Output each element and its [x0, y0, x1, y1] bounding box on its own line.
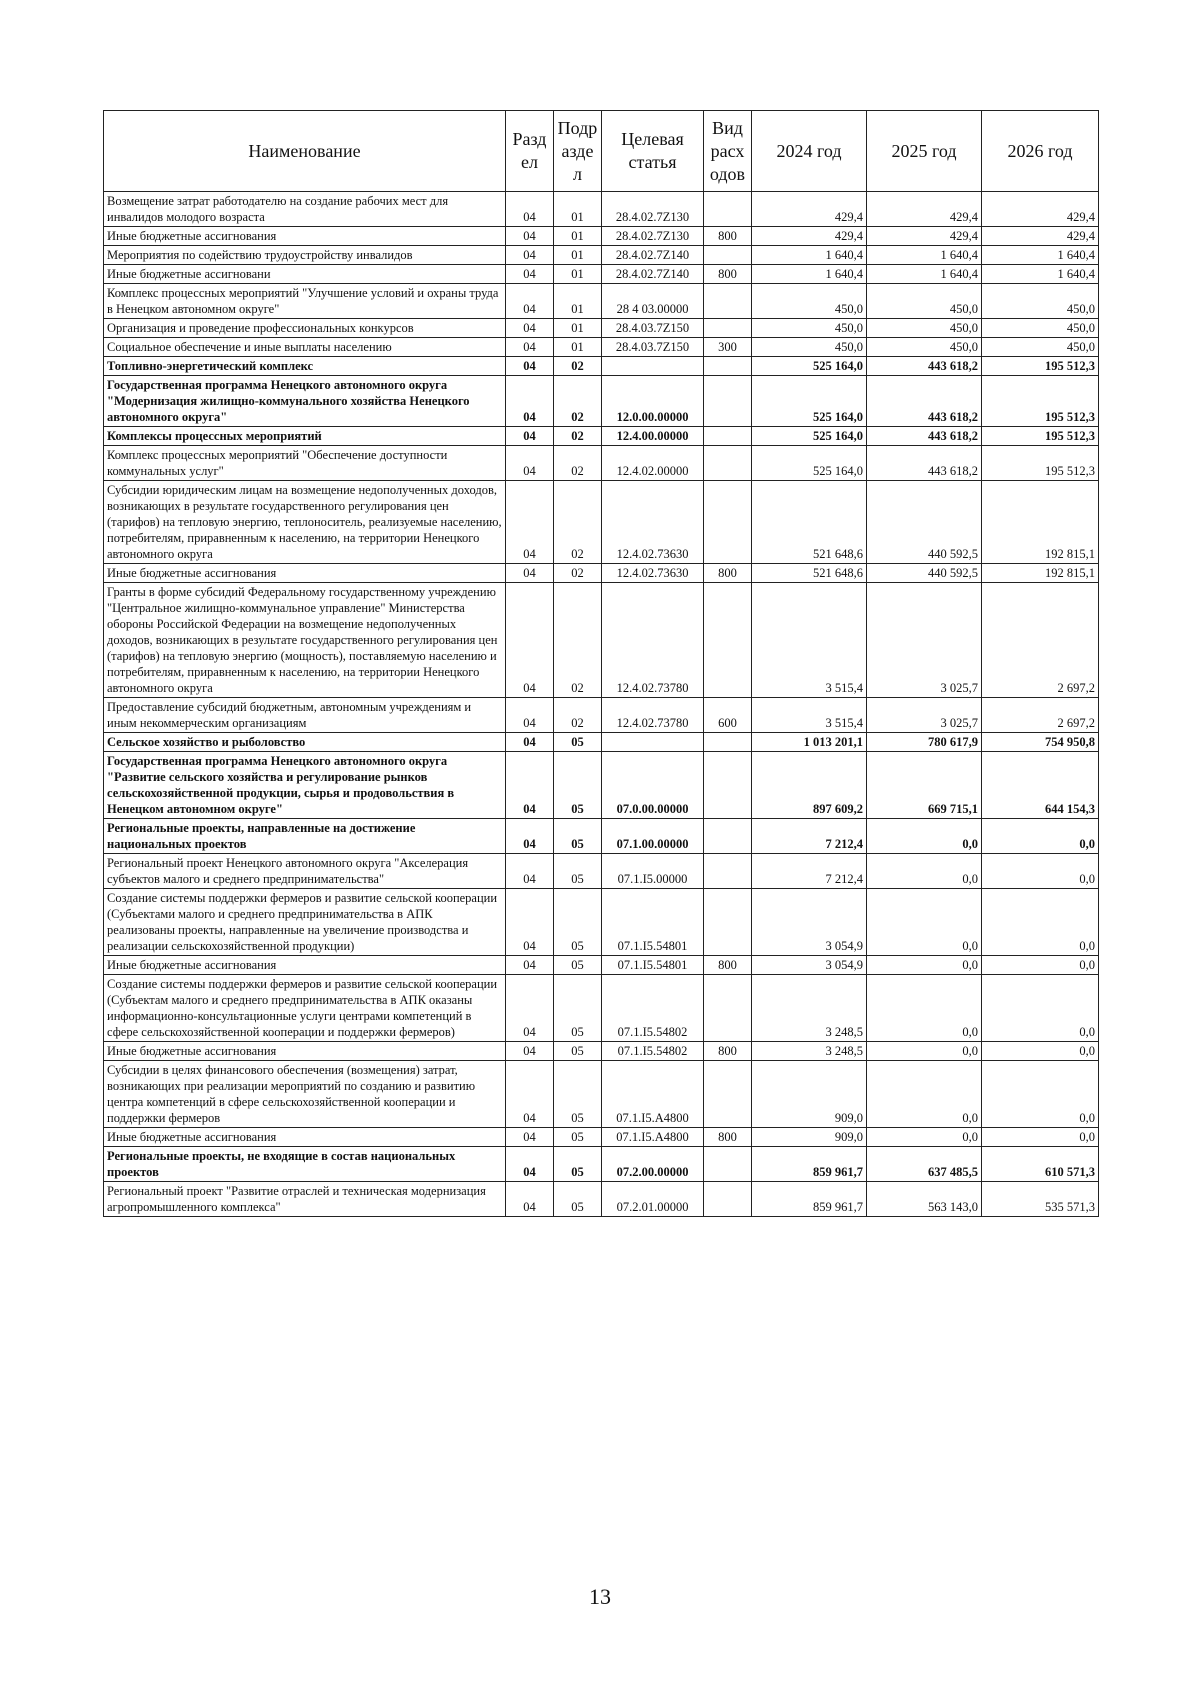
cell-expense-type [704, 975, 752, 1042]
cell-target-article: 07.1.I5.54801 [602, 956, 704, 975]
table-row [104, 246, 1099, 265]
cell-year-2024: 7 212,4 [752, 819, 867, 854]
cell-podrazdel: 02 [554, 376, 602, 427]
cell-year-2025: 440 592,5 [867, 564, 982, 583]
cell-expense-type [704, 192, 752, 227]
cell-year-2024: 450,0 [752, 338, 867, 357]
cell-year-2024: 429,4 [752, 192, 867, 227]
cell-target-article: 12.4.02.73780 [602, 698, 704, 733]
cell-razdel: 04 [506, 1061, 554, 1128]
cell-name: Предоставление субсидий бюджетным, автономным учреждениям и иным некоммерческим организациям [104, 698, 506, 733]
cell-razdel: 04 [506, 583, 554, 698]
cell-podrazdel: 05 [554, 733, 602, 752]
cell-year-2026: 0,0 [982, 1042, 1099, 1061]
cell-year-2026: 0,0 [982, 1128, 1099, 1147]
table-header [104, 111, 1099, 192]
cell-target-article: 07.1.I5.54802 [602, 975, 704, 1042]
cell-year-2024: 521 648,6 [752, 481, 867, 564]
cell-razdel: 04 [506, 733, 554, 752]
cell-year-2024: 3 515,4 [752, 583, 867, 698]
table-row [104, 192, 1099, 227]
cell-expense-type [704, 376, 752, 427]
cell-razdel: 04 [506, 376, 554, 427]
table-row [104, 956, 1099, 975]
cell-expense-type [704, 1182, 752, 1217]
cell-year-2025: 1 640,4 [867, 246, 982, 265]
cell-razdel: 04 [506, 446, 554, 481]
cell-year-2026: 195 512,3 [982, 357, 1099, 376]
cell-podrazdel: 05 [554, 1061, 602, 1128]
table-row [104, 1042, 1099, 1061]
budget-table [103, 110, 1099, 1217]
cell-year-2026: 450,0 [982, 338, 1099, 357]
cell-name: Региональный проект Ненецкого автономного округа "Акселерация субъектов малого и среднего предпринимательства" [104, 854, 506, 889]
cell-expense-type [704, 752, 752, 819]
cell-podrazdel: 01 [554, 319, 602, 338]
cell-year-2025: 443 618,2 [867, 376, 982, 427]
cell-year-2026: 429,4 [982, 192, 1099, 227]
cell-name: Гранты в форме субсидий Федеральному государственному учреждению "Центральное жилищно-коммунальное управление" Министерства обороны Российской Федерации на возмещение недополученных доходов, возникающих в результате государственного регулирования цен (тарифов) на тепловую энергию (мощность), поставляемую населению и потребителям, приравненным к населению, на территории Ненецкого автономного округа [104, 583, 506, 698]
cell-year-2024: 859 961,7 [752, 1182, 867, 1217]
cell-year-2026: 195 512,3 [982, 446, 1099, 481]
table-row [104, 376, 1099, 427]
cell-podrazdel: 05 [554, 956, 602, 975]
cell-razdel: 04 [506, 975, 554, 1042]
cell-podrazdel: 01 [554, 227, 602, 246]
cell-target-article: 28 4 03.00000 [602, 284, 704, 319]
cell-podrazdel: 01 [554, 284, 602, 319]
cell-podrazdel: 05 [554, 889, 602, 956]
page-number: 13 [589, 1584, 611, 1609]
cell-year-2026: 610 571,3 [982, 1147, 1099, 1182]
cell-expense-type: 800 [704, 227, 752, 246]
cell-year-2026: 429,4 [982, 227, 1099, 246]
header-name: Наименование [104, 111, 506, 192]
cell-razdel: 04 [506, 227, 554, 246]
cell-razdel: 04 [506, 1128, 554, 1147]
cell-podrazdel: 01 [554, 246, 602, 265]
cell-target-article: 12.4.02.73780 [602, 583, 704, 698]
cell-year-2024: 859 961,7 [752, 1147, 867, 1182]
table-row [104, 975, 1099, 1042]
cell-podrazdel: 05 [554, 752, 602, 819]
cell-target-article: 28.4.03.7Z150 [602, 319, 704, 338]
cell-year-2024: 521 648,6 [752, 564, 867, 583]
cell-name: Государственная программа Ненецкого автономного округа "Модернизация жилищно-коммунального хозяйства Ненецкого автономного округа" [104, 376, 506, 427]
cell-razdel: 04 [506, 698, 554, 733]
cell-expense-type [704, 583, 752, 698]
cell-year-2025: 0,0 [867, 1061, 982, 1128]
table-row [104, 733, 1099, 752]
table-row [104, 284, 1099, 319]
cell-year-2025: 0,0 [867, 819, 982, 854]
cell-year-2024: 3 248,5 [752, 1042, 867, 1061]
cell-year-2024: 450,0 [752, 284, 867, 319]
cell-expense-type: 300 [704, 338, 752, 357]
cell-year-2025: 669 715,1 [867, 752, 982, 819]
cell-year-2026: 0,0 [982, 819, 1099, 854]
cell-razdel: 04 [506, 854, 554, 889]
cell-year-2025: 0,0 [867, 854, 982, 889]
cell-name: Сельское хозяйство и рыболовство [104, 733, 506, 752]
header-year-2024: 2024 год [752, 111, 867, 192]
cell-podrazdel: 02 [554, 583, 602, 698]
cell-expense-type: 800 [704, 1042, 752, 1061]
cell-podrazdel: 05 [554, 854, 602, 889]
cell-podrazdel: 01 [554, 265, 602, 284]
cell-expense-type [704, 889, 752, 956]
cell-podrazdel: 05 [554, 1182, 602, 1217]
cell-year-2026: 754 950,8 [982, 733, 1099, 752]
cell-expense-type [704, 733, 752, 752]
cell-year-2024: 525 164,0 [752, 446, 867, 481]
cell-year-2025: 780 617,9 [867, 733, 982, 752]
cell-year-2025: 450,0 [867, 319, 982, 338]
cell-podrazdel: 05 [554, 1042, 602, 1061]
cell-target-article: 12.4.02.00000 [602, 446, 704, 481]
cell-name: Региональные проекты, направленные на достижение национальных проектов [104, 819, 506, 854]
cell-podrazdel: 05 [554, 819, 602, 854]
cell-razdel: 04 [506, 192, 554, 227]
cell-year-2025: 563 143,0 [867, 1182, 982, 1217]
table-body [104, 192, 1099, 1217]
cell-razdel: 04 [506, 427, 554, 446]
cell-year-2024: 1 640,4 [752, 265, 867, 284]
cell-expense-type [704, 427, 752, 446]
cell-expense-type: 600 [704, 698, 752, 733]
cell-target-article: 07.0.00.00000 [602, 752, 704, 819]
cell-name: Иные бюджетные ассигнования [104, 1128, 506, 1147]
cell-year-2026: 450,0 [982, 319, 1099, 338]
cell-expense-type [704, 481, 752, 564]
cell-year-2026: 195 512,3 [982, 427, 1099, 446]
cell-podrazdel: 05 [554, 1147, 602, 1182]
cell-year-2026: 192 815,1 [982, 564, 1099, 583]
cell-target-article: 28.4.02.7Z140 [602, 246, 704, 265]
header-target-article: Целевая статья [602, 111, 704, 192]
cell-target-article: 07.1.00.00000 [602, 819, 704, 854]
cell-year-2025: 0,0 [867, 975, 982, 1042]
cell-year-2025: 3 025,7 [867, 698, 982, 733]
cell-year-2026: 2 697,2 [982, 583, 1099, 698]
table-row [104, 427, 1099, 446]
cell-year-2026: 1 640,4 [982, 265, 1099, 284]
cell-name: Создание системы поддержки фермеров и развитие сельской кооперации (Субъектами малого и среднего предпринимательства в АПК реализованы проекты, направленные на увеличение производства и реализации сельскохозяйственной продукции) [104, 889, 506, 956]
table-row [104, 1147, 1099, 1182]
cell-razdel: 04 [506, 357, 554, 376]
cell-target-article: 28.4.02.7Z130 [602, 192, 704, 227]
cell-razdel: 04 [506, 819, 554, 854]
header-podrazdel: Подр азде л [554, 111, 602, 192]
header-year-2026: 2026 год [982, 111, 1099, 192]
cell-target-article [602, 733, 704, 752]
table-row [104, 583, 1099, 698]
cell-name: Возмещение затрат работодателю на создание рабочих мест для инвалидов молодого возраста [104, 192, 506, 227]
cell-name: Иные бюджетные ассигнования [104, 564, 506, 583]
cell-year-2026: 195 512,3 [982, 376, 1099, 427]
cell-year-2025: 0,0 [867, 1042, 982, 1061]
cell-razdel: 04 [506, 889, 554, 956]
cell-target-article: 07.2.00.00000 [602, 1147, 704, 1182]
cell-target-article: 12.4.02.73630 [602, 481, 704, 564]
cell-name: Комплексы процессных мероприятий [104, 427, 506, 446]
cell-year-2024: 1 640,4 [752, 246, 867, 265]
cell-expense-type [704, 1147, 752, 1182]
table-row [104, 854, 1099, 889]
cell-razdel: 04 [506, 752, 554, 819]
cell-expense-type: 800 [704, 956, 752, 975]
cell-name: Организация и проведение профессиональных конкурсов [104, 319, 506, 338]
cell-year-2024: 525 164,0 [752, 376, 867, 427]
cell-year-2024: 3 515,4 [752, 698, 867, 733]
cell-razdel: 04 [506, 284, 554, 319]
cell-year-2025: 3 025,7 [867, 583, 982, 698]
cell-year-2025: 450,0 [867, 284, 982, 319]
cell-year-2024: 3 248,5 [752, 975, 867, 1042]
cell-podrazdel: 05 [554, 975, 602, 1042]
table-row [104, 319, 1099, 338]
table-row [104, 819, 1099, 854]
cell-name: Мероприятия по содействию трудоустройству инвалидов [104, 246, 506, 265]
cell-razdel: 04 [506, 246, 554, 265]
cell-expense-type: 800 [704, 564, 752, 583]
cell-razdel: 04 [506, 564, 554, 583]
cell-expense-type: 800 [704, 1128, 752, 1147]
cell-year-2025: 429,4 [867, 227, 982, 246]
cell-year-2025: 0,0 [867, 1128, 982, 1147]
table-row [104, 446, 1099, 481]
cell-year-2025: 637 485,5 [867, 1147, 982, 1182]
cell-target-article: 07.1.I5.00000 [602, 854, 704, 889]
table-row [104, 1061, 1099, 1128]
cell-podrazdel: 02 [554, 698, 602, 733]
cell-year-2025: 1 640,4 [867, 265, 982, 284]
cell-year-2025: 0,0 [867, 889, 982, 956]
header-year-2025: 2025 год [867, 111, 982, 192]
cell-podrazdel: 02 [554, 564, 602, 583]
cell-expense-type: 800 [704, 265, 752, 284]
cell-year-2025: 0,0 [867, 956, 982, 975]
cell-razdel: 04 [506, 319, 554, 338]
cell-year-2026: 1 640,4 [982, 246, 1099, 265]
cell-name: Иные бюджетные ассигновани [104, 265, 506, 284]
cell-podrazdel: 02 [554, 357, 602, 376]
cell-target-article: 28.4.02.7Z130 [602, 227, 704, 246]
table-row [104, 1182, 1099, 1217]
cell-year-2024: 525 164,0 [752, 357, 867, 376]
cell-podrazdel: 01 [554, 338, 602, 357]
cell-name: Комплекс процессных мероприятий "Обеспечение доступности коммунальных услуг" [104, 446, 506, 481]
table-row [104, 752, 1099, 819]
cell-expense-type [704, 446, 752, 481]
cell-year-2024: 3 054,9 [752, 956, 867, 975]
cell-name: Иные бюджетные ассигнования [104, 227, 506, 246]
cell-year-2026: 192 815,1 [982, 481, 1099, 564]
cell-year-2024: 450,0 [752, 319, 867, 338]
cell-razdel: 04 [506, 1182, 554, 1217]
cell-year-2024: 525 164,0 [752, 427, 867, 446]
cell-razdel: 04 [506, 481, 554, 564]
cell-target-article: 12.0.00.00000 [602, 376, 704, 427]
table-row [104, 698, 1099, 733]
cell-name: Социальное обеспечение и иные выплаты населению [104, 338, 506, 357]
cell-name: Региональные проекты, не входящие в состав национальных проектов [104, 1147, 506, 1182]
cell-target-article: 07.2.01.00000 [602, 1182, 704, 1217]
cell-name: Иные бюджетные ассигнования [104, 1042, 506, 1061]
cell-expense-type [704, 246, 752, 265]
cell-year-2026: 0,0 [982, 956, 1099, 975]
cell-year-2026: 0,0 [982, 975, 1099, 1042]
cell-target-article: 12.4.00.00000 [602, 427, 704, 446]
table-row [104, 227, 1099, 246]
cell-target-article: 12.4.02.73630 [602, 564, 704, 583]
cell-year-2024: 897 609,2 [752, 752, 867, 819]
table-row [104, 265, 1099, 284]
cell-year-2026: 0,0 [982, 889, 1099, 956]
cell-year-2025: 443 618,2 [867, 357, 982, 376]
cell-year-2026: 644 154,3 [982, 752, 1099, 819]
cell-name: Топливно-энергетический комплекс [104, 357, 506, 376]
cell-year-2024: 1 013 201,1 [752, 733, 867, 752]
cell-expense-type [704, 357, 752, 376]
cell-year-2025: 450,0 [867, 338, 982, 357]
cell-year-2024: 3 054,9 [752, 889, 867, 956]
table-row [104, 1128, 1099, 1147]
cell-podrazdel: 02 [554, 446, 602, 481]
cell-target-article [602, 357, 704, 376]
cell-year-2025: 443 618,2 [867, 446, 982, 481]
cell-target-article: 28.4.03.7Z150 [602, 338, 704, 357]
cell-expense-type [704, 284, 752, 319]
cell-expense-type [704, 1061, 752, 1128]
cell-name: Комплекс процессных мероприятий "Улучшение условий и охраны труда в Ненецком автономном округе" [104, 284, 506, 319]
cell-podrazdel: 01 [554, 192, 602, 227]
cell-year-2025: 443 618,2 [867, 427, 982, 446]
cell-razdel: 04 [506, 338, 554, 357]
cell-name: Субсидии в целях финансового обеспечения (возмещения) затрат, возникающих при реализации мероприятий по созданию и развитию центра компетенций в сфере сельскохозяйственной кооперации и поддержки фермеров [104, 1061, 506, 1128]
cell-year-2025: 440 592,5 [867, 481, 982, 564]
cell-year-2024: 909,0 [752, 1061, 867, 1128]
cell-target-article: 07.1.I5.54801 [602, 889, 704, 956]
cell-expense-type [704, 319, 752, 338]
cell-year-2024: 429,4 [752, 227, 867, 246]
header-expense-type: Вид расх одов [704, 111, 752, 192]
cell-razdel: 04 [506, 1147, 554, 1182]
cell-year-2026: 0,0 [982, 1061, 1099, 1128]
cell-target-article: 07.1.I5.54802 [602, 1042, 704, 1061]
cell-year-2024: 7 212,4 [752, 854, 867, 889]
cell-name: Государственная программа Ненецкого автономного округа "Развитие сельского хозяйства и регулирование рынков сельскохозяйственной продукции, сырья и продовольствия в Ненецком автономном округе" [104, 752, 506, 819]
cell-name: Иные бюджетные ассигнования [104, 956, 506, 975]
cell-expense-type [704, 854, 752, 889]
cell-target-article: 07.1.I5.A4800 [602, 1128, 704, 1147]
cell-year-2025: 429,4 [867, 192, 982, 227]
cell-razdel: 04 [506, 1042, 554, 1061]
cell-year-2026: 2 697,2 [982, 698, 1099, 733]
cell-year-2026: 535 571,3 [982, 1182, 1099, 1217]
cell-razdel: 04 [506, 956, 554, 975]
cell-name: Субсидии юридическим лицам на возмещение недополученных доходов, возникающих в результате государственного регулирования цен (тарифов) на тепловую энергию, теплоноситель, реализуемые населению, потребителям, приравненным к населению, на территории Ненецкого автономного округа [104, 481, 506, 564]
cell-podrazdel: 05 [554, 1128, 602, 1147]
cell-year-2026: 0,0 [982, 854, 1099, 889]
cell-podrazdel: 02 [554, 481, 602, 564]
cell-podrazdel: 02 [554, 427, 602, 446]
cell-target-article: 07.1.I5.A4800 [602, 1061, 704, 1128]
table-row [104, 357, 1099, 376]
cell-expense-type [704, 819, 752, 854]
table-row [104, 564, 1099, 583]
table-row [104, 889, 1099, 956]
cell-name: Создание системы поддержки фермеров и развитие сельской кооперации (Субъектам малого и среднего предпринимательства в АПК оказаны информационно-консультационные услуги центрами компетенций в сфере сельскохозяйственной кооперации и поддержки фермеров) [104, 975, 506, 1042]
cell-target-article: 28.4.02.7Z140 [602, 265, 704, 284]
cell-name: Региональный проект "Развитие отраслей и техническая модернизация агропромышленного комплекса" [104, 1182, 506, 1217]
table-row [104, 338, 1099, 357]
cell-razdel: 04 [506, 265, 554, 284]
cell-year-2026: 450,0 [982, 284, 1099, 319]
table-row [104, 481, 1099, 564]
header-razdel: Разд ел [506, 111, 554, 192]
cell-year-2024: 909,0 [752, 1128, 867, 1147]
